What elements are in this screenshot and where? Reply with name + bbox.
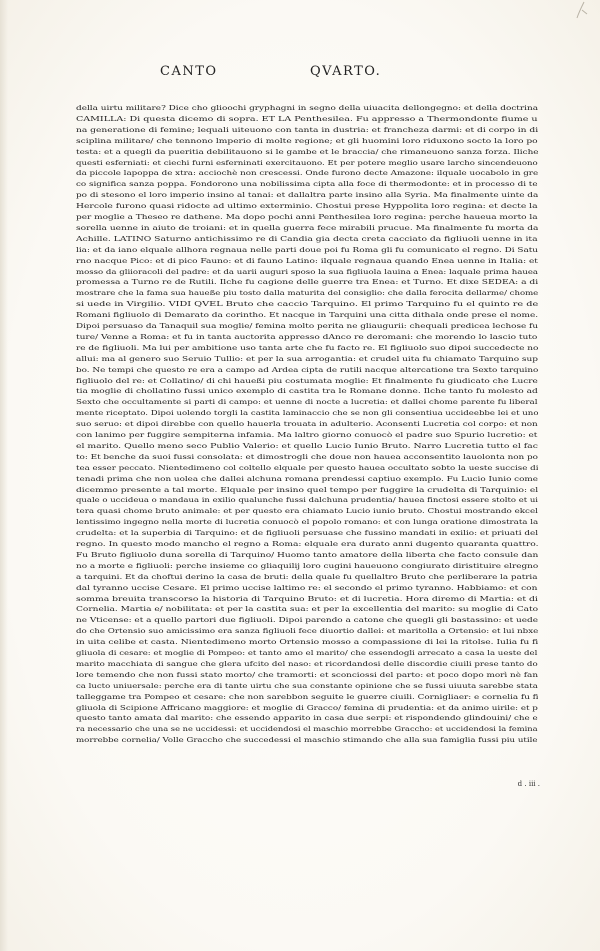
text-line: gliuola di Scipione Affricano maggiore: et moglie di Gracco/ femina di prudentia: et da animo uirile: et p	[76, 703, 538, 712]
text-line: tia moglie di chollatino fussi unico exemplo di castita tra le Romane donne. Ilche tanto fu molesto ad	[76, 387, 538, 396]
running-head	[160, 64, 430, 80]
text-line: po di stesono el loro imperio insino al tanai: et dallaltra parte insino alla Syria. Ma finalmente uinte da	[76, 191, 539, 200]
text-line: na generatione di femine; lequali uiteuono con tanta in dustria: et francheza darmi: et di corpo in di	[76, 125, 539, 134]
text-line: lore temendo che non fussi stato morto/ che tramorti: et sconciossi del parto: et poco dopo morì nè fan	[76, 670, 539, 679]
text-line: Sexto che occultamente si parti di campo: et uenne di nocte a lucretia: et dallei chome parente fu liberal	[76, 398, 538, 407]
text-line: da piccole lapoppa de xtra: acciochè non crescessi. Onde furono decte Amazone: ilquale uocabolo in gre	[76, 169, 539, 178]
text-line: ra necessario che una se ne uccidessi: et uccidendosi el maschio morrebbe Graccho: et uccidendosi la femina	[76, 725, 538, 734]
text-line: dal tyranno uccise Cesare. El primo uccise laltimo re: el secondo el primo tyranno. Habbiamo: et con	[76, 583, 538, 592]
text-line: tera quasi chome bruto animale: et per questo era chiamato Lucio iunio bruto. Chostui mostrando ekcel	[76, 507, 538, 516]
text-line: a tarquini. Et da choftui derino la casa de bruti: della quale fu quellaltro Bruto che perliberare la patria	[76, 572, 538, 581]
text-line: el marito. Quello meno seco Publio Valerio: et quello Lucio Iunio Bruto. Narro Lucretia tutto el fac	[76, 441, 538, 450]
text-line: figliuolo del re: et Collatino/ di chi haueßi piu costumata moglie: Et finalmente fu giudicato che Lucre	[76, 376, 538, 385]
text-line: in uita celibe et casta. Nientedimeno morto Ortensio mosso a compassione di lei la ritolse. Iulia fu fi	[76, 638, 539, 647]
text-line: dicemmo presente a tal morte. Elquale per insino quel tempo per fuggire la crudelta di Tarquinio: el	[76, 485, 539, 494]
text-line: mostrare che la fama sua haueße piu tosto dalla maturita del consiglio: che dalla ferocita dellarme/ chome	[76, 289, 539, 298]
text-line: allui: ma al genero suo Seruio Tullio: et per la sua arrogantia: et crudel uita fu chiamato Tarquino sup	[76, 354, 538, 363]
text-line: mosso da gliioracoli del padre: et da uarii auguri sposo la sua figliuola lauina a Enea: laquale prima hauea	[76, 267, 539, 276]
text-line: mente riceptato. Dipoi uolendo torgli la castita laminaccio che se non gli consentiua uccideebbe lei et uno	[76, 409, 539, 418]
text-line: ture/ Venne a Roma: et fu in tanta auctorita appresso dAnco re deromani: che morendo lo lascio tuto	[76, 332, 538, 341]
text-line: questo tanto amata dal marito: che essendo apparito in casa due serpi: et rispondendo glindouini/ che e	[76, 714, 538, 723]
text-line: promessa a Turno re de Rutili. Ilche fu cagione delle guerre tra Enea: et Turno. Et dixe SEDEA: a di	[76, 278, 539, 287]
text-line: sorella uenne in aiuto de troiani: et in quella guerra fece mirabili prucue. Ma finalmente fu morta da	[76, 223, 539, 232]
text-line: Romani figliuolo di Demarato da corintho. Et nacque in Tarquini una citta dithala onde prese el nome.	[76, 311, 539, 320]
text-line: gliuola di cesare: et moglie di Pompeo: et tanto amo el marito/ che essendogli arrecato a casa la ueste del	[76, 649, 538, 657]
text-line: to: Et benche da suoi fussi consolata: et dimostrogli che doue non hauea acconsentito lauolonta non po	[76, 452, 538, 461]
text-line: Fu Bruto figliuolo duna sorella di Tarquino/ Huomo tanto amatore della liberta che facto consule dan	[76, 550, 539, 559]
text-line: con lanimo per fuggire sempiterna infamia. Ma laltro giorno conuocò el padre suo Spurio lucretio: et	[76, 431, 538, 439]
text-line: Dipoi persuaso da Tanaquil sua moglie/ femina molto perita ne gliaugurii: chequali predicea lechose fu	[76, 322, 539, 330]
text-line: lia: et da iano elquale allhora regnaua nelle parti doue poi fu Roma gli fu comunicato el regno. Di Satu	[76, 245, 539, 254]
running-head-right: QVARTO.	[310, 64, 382, 79]
text-line: somma breuita transcorso la historia di Tarquino Bruto: et di lucretia. Hora diremo di Martia: et di	[76, 594, 538, 603]
text-line: ne Vticense: et a quello partori due figliuoli. Dipoi parendo a catone che quegli gli bastassino: et uede	[76, 616, 538, 625]
text-line: co significa sanza poppa. Fondorono una nobilissima cipta alla foce di thermodonte: et in processo di te	[76, 180, 538, 189]
text-line: suo seruo: et dipoi direbbe con quello hauerla trouata in adulterio. Aconsenti Lucretia col corpo: et non	[76, 420, 538, 429]
text-line: testa: et a quegli da pueritia debilitauono si le gambe et le braccia/ che rimaneuono sanza forza. Iliche	[76, 147, 539, 156]
text-line: re de figliuoli. Ma lui per ambitione uso tanta arte che fu facto re. El figliuolo suo dipoi succedecte no	[76, 343, 539, 352]
page-edge-shadow	[0, 0, 8, 951]
text-line: bo. Ne tempi che questo re era a campo ad Ardea cipta de rutili nacque altercatione tra Sexto tarquino	[76, 365, 539, 374]
text-line: per moglie a Theseo re dathene. Ma dopo pochi anni Penthesilea loro regina: perche haueua morto la	[76, 213, 538, 221]
text-line: quale o uccideua o mandaua in exilio qualunche fussi dalchuna prudentia/ hauea finctosi essere stolto et ui	[76, 496, 539, 505]
text-line: regno. In questo modo mancho el regno a Roma: elquale era durato anni dugento quaranta quattro.	[76, 540, 539, 548]
running-head-left: CANTO	[160, 64, 218, 79]
text-line: Achille. LATINO Saturno antichissimo re di Candia gia decta creta cacciato da figliuoli uenne in ita	[76, 234, 538, 243]
signature-mark: d . iii .	[517, 780, 540, 788]
text-line: della uirtu militare? Dice cho glioochi gryphagni in segno della uiuacita dellongegno: et della doctrina	[76, 104, 538, 112]
text-line: Hercole furono quasi ridocte ad ultimo exterminio. Chostui prese Hyppolita loro regina: et decte la	[76, 202, 538, 211]
text-line: no a morte e figliuoli: perche insieme co gliaquilij loro cugini haueuono congiurato diristituire elregno	[76, 561, 539, 570]
text-line: lentissimo ingegno nella morte di lucretia conuocò el popolo romano: et con lunga oratione dimostrata la	[76, 518, 539, 527]
pencil-mark-icon	[574, 0, 590, 22]
text-line: rno nacque Pico: et di pico Fauno: et di fauno Latino: ilquale regnaua quando Enea uenne in Italia: et	[76, 256, 538, 265]
text-line: si uede in Virgilio. VIDI QVEL Bruto che caccio Tarquino. El primo Tarquino fu el quinto re de	[76, 300, 539, 309]
text-line: talleggame tra Pompeo et cesare: che non sarebbon seguite le guerre ciuili. Cornigliaer: e cornelia fu fi	[76, 692, 539, 701]
text-line: tea esser peccato. Nientedimeno col coltello elquale per questo hauea occultato sobto la ueste succise di	[76, 463, 539, 472]
commentary-text-block	[76, 104, 538, 744]
text-line: morrebbe cornelia/ Volle Graccho che succedessi el maschio stimando che alla sua famiglia fussi piu utile	[76, 736, 538, 745]
text-line: do che Ortensio suo amicissimo era sanza figliuoli fece diuortio dallei: et maritolla a Ortensio: et lui nbxe	[76, 627, 539, 636]
text-line: questi esferniati: et ciechi furni esferninati exercitauono. Et per potere meglio usare larcho sincendeuono	[76, 158, 538, 167]
text-line: crudelta: et la superbia di Tarquino: et de figliuoli persuase che fussino mandati in exilio: et priuati del	[76, 529, 539, 538]
text-line: Cornelia. Martia e/ nobilitata: et per la castita sua: et per la excellentia del marito: su moglie di Cato	[76, 605, 539, 614]
text-line: ca lucto uniuersale: perche era di tante uirtu che sua constante opinione che se fussi uiuuta sarebbe stata	[76, 681, 538, 690]
text-line: marito macchiata di sangue che glera ufcito del naso: et ricordandosi delle discordie ciuili prese tanto do	[76, 659, 538, 668]
text-line: tenadi prima che non uolea che dallei alchuna romana prendessi captiuo exemplo. Fu Lucio Iunio come	[76, 474, 538, 483]
text-line: CAMILLA: Di questa dicemo di sopra. ET LA Penthesilea. Fu appresso a Thermondonte fiume u	[76, 114, 538, 123]
text-line: sciplina militare/ che tennono lmperio di molte regione; et gli huomini loro riduxono socto la loro po	[76, 136, 538, 145]
